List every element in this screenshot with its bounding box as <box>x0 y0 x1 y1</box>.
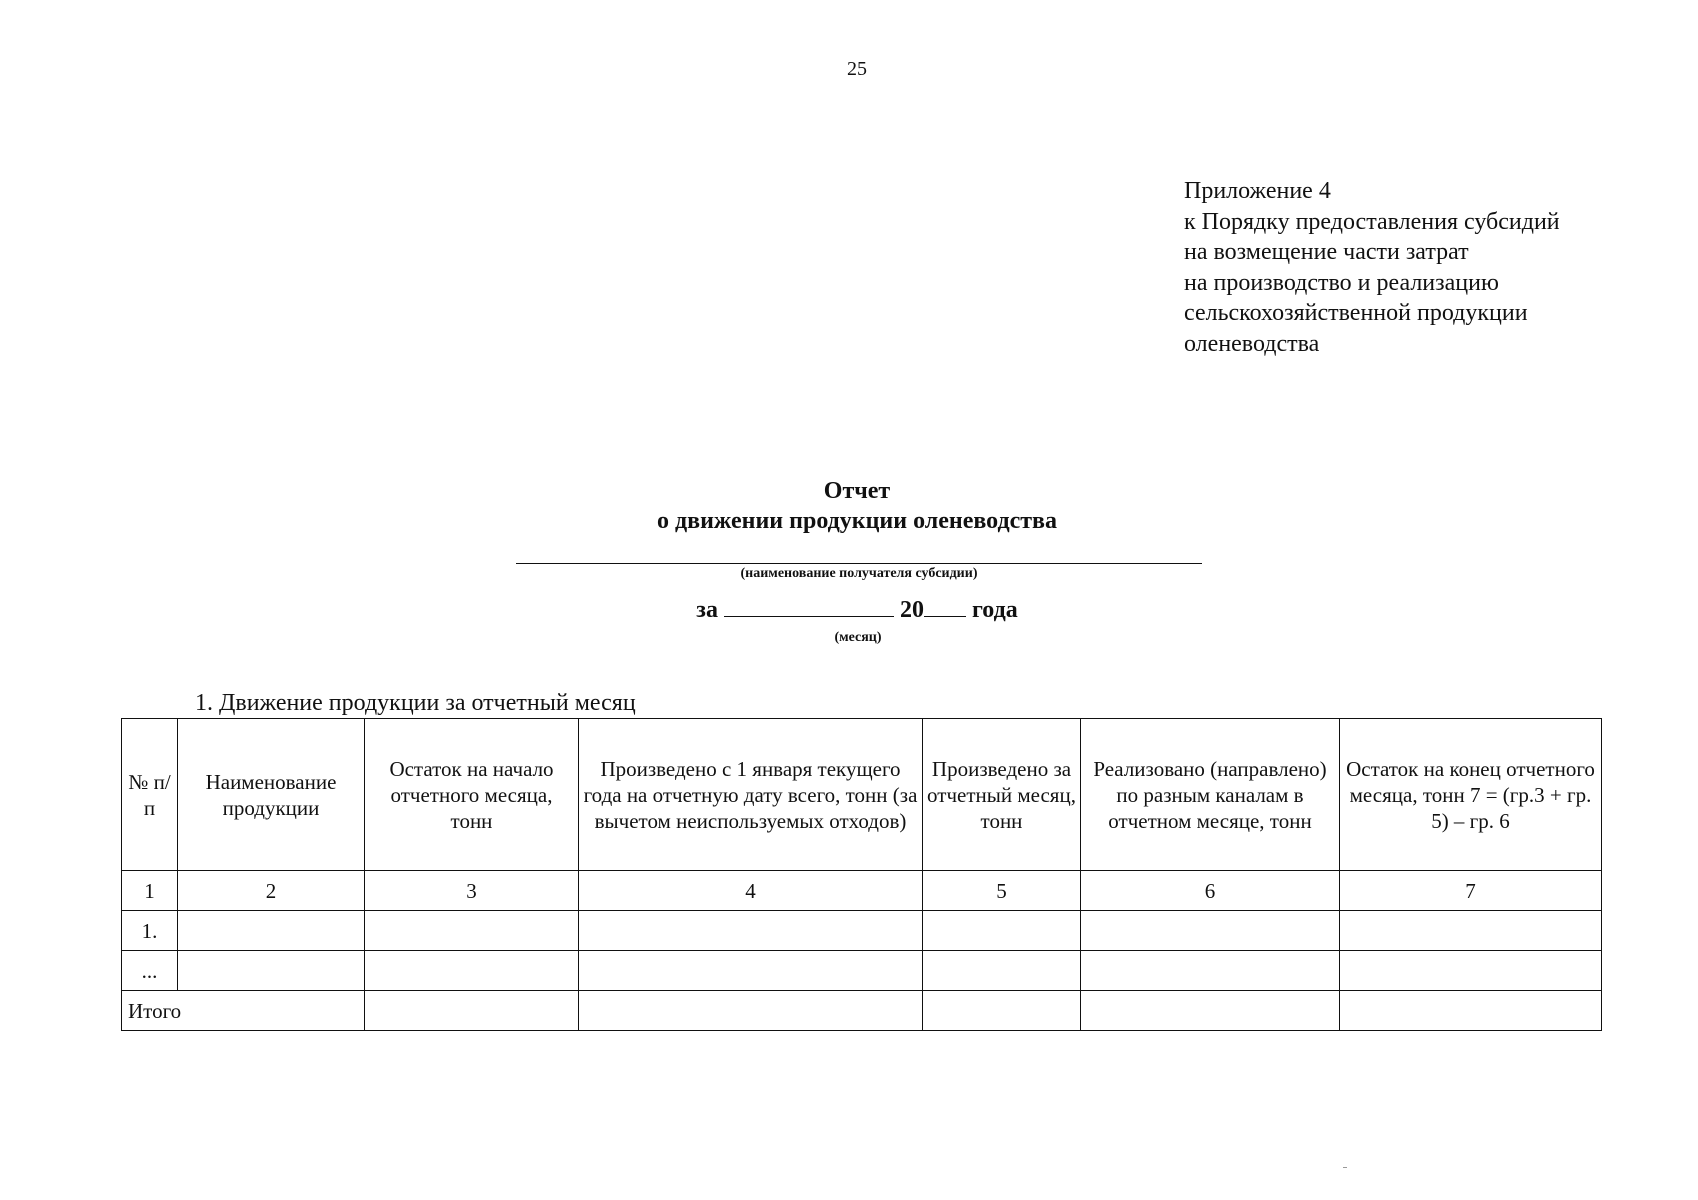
table-cell <box>365 951 579 991</box>
column-number-row <box>122 871 1602 911</box>
section-heading: 1. Движение продукции за отчетный месяц <box>195 690 636 716</box>
total-row <box>122 991 1602 1031</box>
recipient-caption: (наименование получателя субсидии) <box>740 566 978 581</box>
table-cell <box>1340 911 1602 951</box>
month-caption: (месяц) <box>834 630 882 645</box>
column-number: 4 <box>579 871 923 911</box>
appendix-line: к Порядку предоставления субсидий <box>1184 208 1560 235</box>
appendix-line: оленеводства <box>1184 330 1320 357</box>
column-header: Остаток на начало отчетного месяца, тонн <box>365 719 579 871</box>
column-number: 7 <box>1340 871 1602 911</box>
month-blank-line <box>724 598 894 617</box>
table-header-row <box>122 719 1602 871</box>
table-cell <box>1081 991 1340 1031</box>
column-header: Реализовано (направлено) по разным каналам в отчетном месяце, тонн <box>1081 719 1340 871</box>
report-subtitle: о движении продукции оленеводства <box>656 508 1058 534</box>
column-header: Произведено за отчетный месяц, тонн <box>923 719 1081 871</box>
table-cell <box>923 951 1081 991</box>
appendix-line: сельскохозяйственной продукции <box>1184 300 1528 326</box>
total-label: Итого <box>122 991 365 1031</box>
column-header: № п/п <box>122 719 178 871</box>
column-header: Наименование продукции <box>178 719 365 871</box>
column-number: 2 <box>178 871 365 911</box>
table-cell <box>579 951 923 991</box>
column-number: 6 <box>1081 871 1340 911</box>
table-cell <box>1081 951 1340 991</box>
report-title: Отчет <box>823 478 891 504</box>
table-cell <box>1340 951 1602 991</box>
table-cell <box>579 991 923 1031</box>
table-cell <box>178 911 365 951</box>
table-cell <box>1081 911 1340 951</box>
column-number: 1 <box>122 871 178 911</box>
table-cell <box>923 911 1081 951</box>
report-period <box>0 597 1698 624</box>
table-cell <box>923 991 1081 1031</box>
column-header: Остаток на конец отчетного месяца, тонн 7 = (гр.3 + гр. 5) – гр. 6 <box>1340 719 1602 871</box>
row-number: ... <box>122 951 178 991</box>
scan-speck <box>1343 1167 1347 1168</box>
column-number: 3 <box>365 871 579 911</box>
column-header: Произведено с 1 января текущего года на отчетную дату всего, тонн (за вычетом неиспользуемых отходов) <box>579 719 923 871</box>
product-movement-table <box>121 718 1602 1031</box>
table-cell <box>579 911 923 951</box>
year-blank-line <box>924 598 966 617</box>
table-row <box>122 951 1602 991</box>
period-prefix: за <box>696 597 718 623</box>
appendix-line: Приложение 4 <box>1184 178 1331 204</box>
table-cell <box>365 911 579 951</box>
period-suffix: года <box>971 597 1018 623</box>
appendix-block <box>1184 176 1560 359</box>
appendix-line: на возмещение части затрат <box>1184 239 1469 265</box>
period-year-prefix: 20 <box>899 597 924 623</box>
recipient-name-line <box>516 563 1202 564</box>
table-row <box>122 911 1602 951</box>
appendix-line: на производство и реализацию <box>1184 269 1499 296</box>
table-cell <box>365 991 579 1031</box>
row-number: 1. <box>122 911 178 951</box>
page-number: 25 <box>847 58 867 80</box>
column-number: 5 <box>923 871 1081 911</box>
table-cell <box>1340 991 1602 1031</box>
table-cell <box>178 951 365 991</box>
